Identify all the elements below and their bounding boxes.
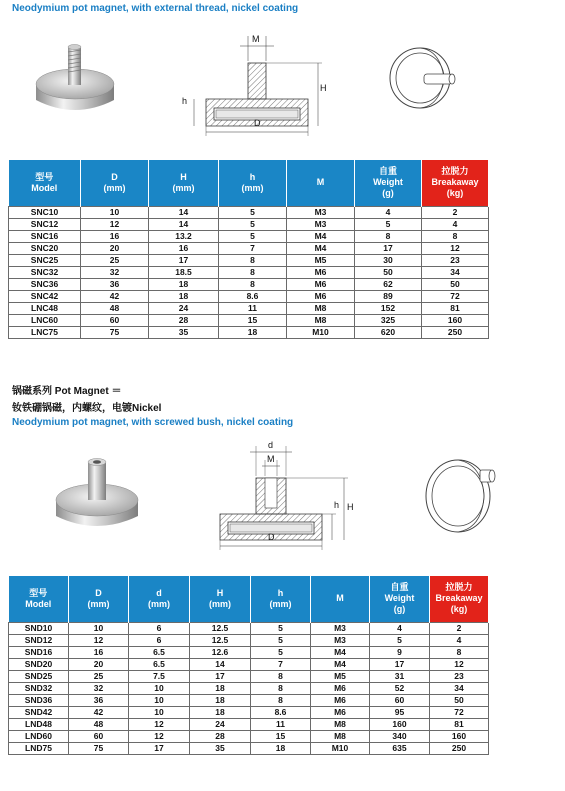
table2-cell: 95 [370,706,430,718]
table2-cell: 340 [370,730,430,742]
table2-cell: 8 [430,646,489,658]
table1-cell: LNC48 [9,302,81,314]
table1-cell: 4 [355,206,422,218]
table1-cell: M6 [287,278,355,290]
table1-cell: 8.6 [219,290,287,302]
table1-cell: 62 [355,278,422,290]
table2-cell: 5 [370,634,430,646]
table2-cell: 23 [430,670,489,682]
table1-cell: M3 [287,218,355,230]
table2-header-h-lower: h (mm) [251,576,311,622]
table2-cell: M5 [311,670,370,682]
table2-cell: 75 [69,742,129,754]
table2-cell: 24 [190,718,251,730]
table1-cell: 14 [149,218,219,230]
table1-cell: M6 [287,290,355,302]
table2-cell: SND25 [9,670,69,682]
table2-header-m: M [311,576,370,622]
table2-cell: 6.5 [129,658,190,670]
table1-cell: 30 [355,254,422,266]
table1-cell: M3 [287,206,355,218]
table2-cell: 9 [370,646,430,658]
snd-spec-table [8,576,489,755]
table1-row [9,218,489,230]
table1-cell: 60 [81,314,149,326]
table2-cell: 8 [251,670,311,682]
table2-cell: 2 [430,622,489,634]
table2-cell: 160 [430,730,489,742]
table2-cell: 12 [69,634,129,646]
table1-cell: 620 [355,326,422,338]
table2-cell: SND12 [9,634,69,646]
table2-cell: 4 [430,634,489,646]
diagram1-label-h-upper: H [320,83,327,93]
table2-cell: 7 [251,658,311,670]
table1-cell: LNC60 [9,314,81,326]
table2-cell: 17 [129,742,190,754]
external-thread-magnet-photo [32,40,118,120]
table1-cell: 250 [422,326,489,338]
table1-cell: SNC32 [9,266,81,278]
table2-cell: 8 [251,694,311,706]
table1-cell: 16 [149,242,219,254]
table2-cell: 31 [370,670,430,682]
table2-cell: SND32 [9,682,69,694]
table1-cell: SNC12 [9,218,81,230]
table1-row [9,206,489,218]
table2-row [9,682,489,694]
table1-cell: 325 [355,314,422,326]
table1-cell: SNC16 [9,230,81,242]
table1-cell: 89 [355,290,422,302]
table1-cell: LNC75 [9,326,81,338]
table2-cell: 52 [370,682,430,694]
table2-cell: 72 [430,706,489,718]
table1-cell: 8 [219,254,287,266]
diagram2-label-d-lower: d [268,440,274,450]
table2-cell: 36 [69,694,129,706]
section2-subtitle-cn: 钕铁硼锅磁，内螺纹，电镀Nickel [12,403,162,414]
table2-row [9,634,489,646]
table1-row [9,242,489,254]
table1-cell: M4 [287,230,355,242]
table2-cell: 12.5 [190,622,251,634]
external-thread-outline-drawing [382,38,472,118]
table1-row [9,278,489,290]
table1-cell: 50 [422,278,489,290]
table2-cell: 12 [430,658,489,670]
table1-cell: 8 [219,278,287,290]
table2-cell: 6.5 [129,646,190,658]
table2-cell: 18 [251,742,311,754]
screwed-bush-magnet-photo [52,456,142,536]
table1-cell: 72 [422,290,489,302]
table2-cell: 12 [129,730,190,742]
table2-cell: 8 [251,682,311,694]
table1-cell: 20 [81,242,149,254]
screwed-bush-dimension-diagram [210,440,360,552]
table1-cell: 42 [81,290,149,302]
table1-row [9,254,489,266]
table1-cell: 25 [81,254,149,266]
table1-cell: 18 [219,326,287,338]
table2-row [9,694,489,706]
table2-header-model: 型号 Model [9,576,69,622]
table2-header-d-lower: d (mm) [129,576,190,622]
table2-cell: LND75 [9,742,69,754]
table1-cell: 2 [422,206,489,218]
table1-row [9,314,489,326]
table1-header-weight: 自重 Weight (g) [355,160,422,206]
table2-cell: M4 [311,658,370,670]
table1-cell: 50 [355,266,422,278]
section2-heading: Neodymium pot magnet, with screwed bush, nickel coating [12,417,294,428]
table1-cell: 15 [219,314,287,326]
table2-cell: 18 [190,694,251,706]
table2-cell: 7.5 [129,670,190,682]
table2-header-d-upper: D (mm) [69,576,129,622]
table1-cell: 34 [422,266,489,278]
table2-cell: SND36 [9,694,69,706]
table2-cell: 10 [129,694,190,706]
table2-cell: 25 [69,670,129,682]
table1-cell: 4 [422,218,489,230]
table1-header-row [9,160,489,206]
table2-cell: 6 [129,634,190,646]
diagram1-label-d: D [254,118,261,128]
external-thread-dimension-diagram [178,28,328,138]
table2-cell: 10 [129,706,190,718]
table1-cell: 160 [422,314,489,326]
table2-cell: M8 [311,730,370,742]
table2-cell: M8 [311,718,370,730]
table2-cell: 16 [69,646,129,658]
table1-cell: M4 [287,242,355,254]
diagram2-label-h-upper: H [347,502,354,512]
table2-cell: SND42 [9,706,69,718]
table1-cell: SNC42 [9,290,81,302]
table2-cell: 17 [190,670,251,682]
table2-cell: 250 [430,742,489,754]
table2-row [9,718,489,730]
table2-cell: 12.6 [190,646,251,658]
table1-header-m: M [287,160,355,206]
diagram2-label-m: M [267,454,275,464]
table2-cell: SND16 [9,646,69,658]
table2-header-breakaway: 拉脱力 Breakaway (kg) [430,576,489,622]
table1-cell: 23 [422,254,489,266]
table1-cell: 5 [219,206,287,218]
table1-cell: 5 [355,218,422,230]
table2-cell: 17 [370,658,430,670]
table2-cell: SND10 [9,622,69,634]
table1-cell: 13.2 [149,230,219,242]
section1-heading: Neodymium pot magnet, with external thread, nickel coating [12,3,299,14]
table2-cell: M4 [311,646,370,658]
table2-header-row [9,576,489,622]
section2-title: 锅磁系列 Pot Magnet ＝ [12,386,122,397]
table1-cell: 12 [81,218,149,230]
table1-cell: SNC10 [9,206,81,218]
table1-cell: 7 [219,242,287,254]
table2-row [9,730,489,742]
table1-cell: 24 [149,302,219,314]
table2-cell: 5 [251,622,311,634]
table1-cell: 75 [81,326,149,338]
table2-cell: 11 [251,718,311,730]
table1-row [9,302,489,314]
diagram2-label-h-lower: h [334,500,340,510]
table1-cell: 8 [422,230,489,242]
table2-cell: 5 [251,646,311,658]
table1-cell: SNC25 [9,254,81,266]
snc-spec-table [8,160,489,339]
table1-header-d: D (mm) [81,160,149,206]
table1-cell: M8 [287,314,355,326]
table1-cell: 8 [219,266,287,278]
table1-cell: 17 [355,242,422,254]
table2-cell: LND48 [9,718,69,730]
table2-cell: 35 [190,742,251,754]
screwed-bush-outline-drawing [418,452,508,538]
table1-cell: 12 [422,242,489,254]
table2-cell: 60 [370,694,430,706]
table2-row [9,646,489,658]
table2-cell: 48 [69,718,129,730]
table2-cell: 50 [430,694,489,706]
table1-header-model: 型号 Model [9,160,81,206]
table1-row [9,266,489,278]
table1-cell: 8 [355,230,422,242]
table2-cell: 5 [251,634,311,646]
table1-cell: 14 [149,206,219,218]
table2-row [9,658,489,670]
table1-row [9,290,489,302]
table2-cell: 32 [69,682,129,694]
table2-cell: M10 [311,742,370,754]
table2-cell: 160 [370,718,430,730]
table1-cell: 81 [422,302,489,314]
table2-row [9,670,489,682]
table1-cell: 18.5 [149,266,219,278]
table2-cell: 81 [430,718,489,730]
table1-cell: 5 [219,230,287,242]
table2-cell: M6 [311,706,370,718]
table1-header-h-upper: H (mm) [149,160,219,206]
table1-cell: 10 [81,206,149,218]
table1-cell: 48 [81,302,149,314]
table1-cell: 18 [149,290,219,302]
table1-cell: 36 [81,278,149,290]
table2-cell: 635 [370,742,430,754]
table1-cell: 5 [219,218,287,230]
table2-cell: 10 [69,622,129,634]
table1-row [9,326,489,338]
table1-row [9,230,489,242]
table2-cell: 18 [190,706,251,718]
table1-cell: 28 [149,314,219,326]
table1-cell: 11 [219,302,287,314]
table2-cell: 42 [69,706,129,718]
table2-header-h-upper: H (mm) [190,576,251,622]
table2-cell: 15 [251,730,311,742]
table2-cell: 8.6 [251,706,311,718]
table1-header-breakaway: 拉脱力 Breakaway (kg) [422,160,489,206]
table1-cell: SNC36 [9,278,81,290]
table2-cell: 12 [129,718,190,730]
table1-cell: 32 [81,266,149,278]
table2-cell: 14 [190,658,251,670]
table1-cell: SNC20 [9,242,81,254]
table2-cell: 18 [190,682,251,694]
table2-cell: M6 [311,694,370,706]
table2-cell: 12.5 [190,634,251,646]
diagram2-label-d-upper: D [268,532,275,542]
table1-cell: 18 [149,278,219,290]
table2-cell: 28 [190,730,251,742]
table2-cell: SND20 [9,658,69,670]
table1-cell: M5 [287,254,355,266]
table2-cell: 60 [69,730,129,742]
table1-cell: 16 [81,230,149,242]
table1-header-h-lower: h (mm) [219,160,287,206]
table1-cell: 152 [355,302,422,314]
table2-cell: 10 [129,682,190,694]
table2-cell: 20 [69,658,129,670]
table1-cell: 35 [149,326,219,338]
table2-row [9,742,489,754]
table2-cell: 4 [370,622,430,634]
table1-cell: M8 [287,302,355,314]
table2-row [9,622,489,634]
table2-cell: LND60 [9,730,69,742]
table1-cell: M6 [287,266,355,278]
table2-cell: 34 [430,682,489,694]
diagram1-label-h-lower: h [182,96,188,106]
table1-cell: M10 [287,326,355,338]
table2-cell: M3 [311,634,370,646]
table2-cell: M6 [311,682,370,694]
diagram1-label-m: M [252,34,260,44]
table2-header-weight: 自重 Weight (g) [370,576,430,622]
table1-cell: 17 [149,254,219,266]
table2-cell: 6 [129,622,190,634]
table2-row [9,706,489,718]
table2-cell: M3 [311,622,370,634]
